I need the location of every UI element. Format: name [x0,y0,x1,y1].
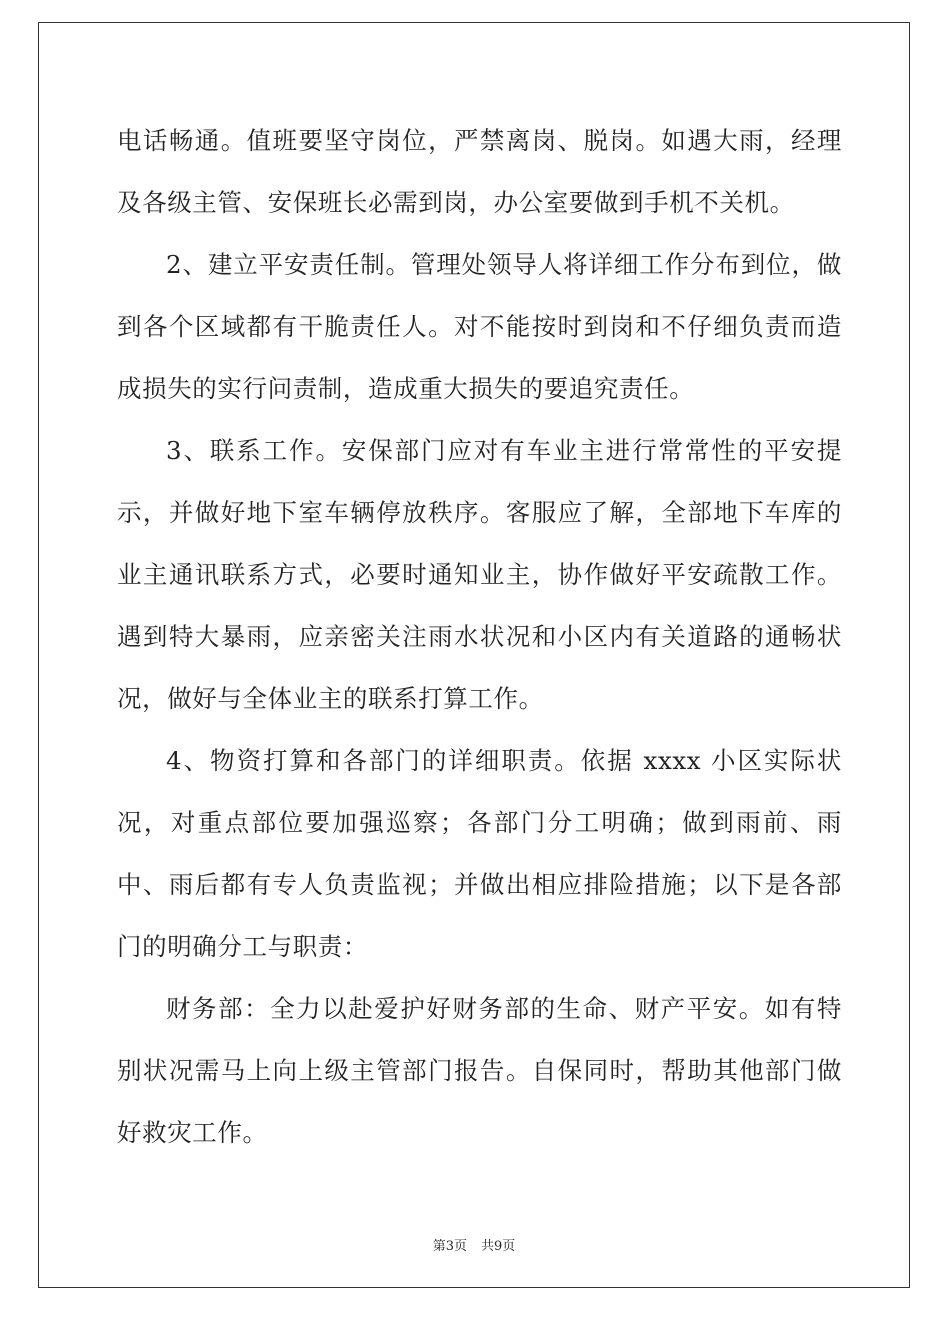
paragraph-3: 3、联系工作。安保部门应对有车业主进行常常性的平安提示，并做好地下室车辆停放秩序。客服应了解，全部地下车库的业主通讯联系方式，必要时通知业主，协作做好平安疏散工作。遇到特大暴雨，应亲密关注雨水状况和小区内有关道路的通畅状况，做好与全体业主的联系打算工作。 [117,436,842,713]
paragraph-4: 4、物资打算和各部门的详细职责。依据 xxxx 小区实际状况，对重点部位要加强巡察；各部门分工明确；做到雨前、雨中、雨后都有专人负责监视；并做出相应排险措施；以下是各部门的明确分工与职责： [117,746,842,961]
page-number: 第3页 [432,1239,467,1254]
page-footer [39,1235,909,1254]
document-body [117,110,842,1164]
paragraph-5: 财务部：全力以赴爱护好财务部的生命、财产平安。如有特别状况需马上向上级主管部门报告。自保同时，帮助其他部门做好救灾工作。 [117,994,842,1147]
paragraph-1: 电话畅通。值班要坚守岗位，严禁离岗、脱岗。如遇大雨，经理及各级主管、安保班长必需到岗，办公室要做到手机不关机。 [117,126,842,217]
paragraph-2: 2、建立平安责任制。管理处领导人将详细工作分布到位，做到各个区域都有干脆责任人。对不能按时到岗和不仔细负责而造成损失的实行问责制，造成重大损失的要追究责任。 [117,250,842,403]
total-pages: 共9页 [481,1239,516,1254]
page-frame [38,22,910,1288]
